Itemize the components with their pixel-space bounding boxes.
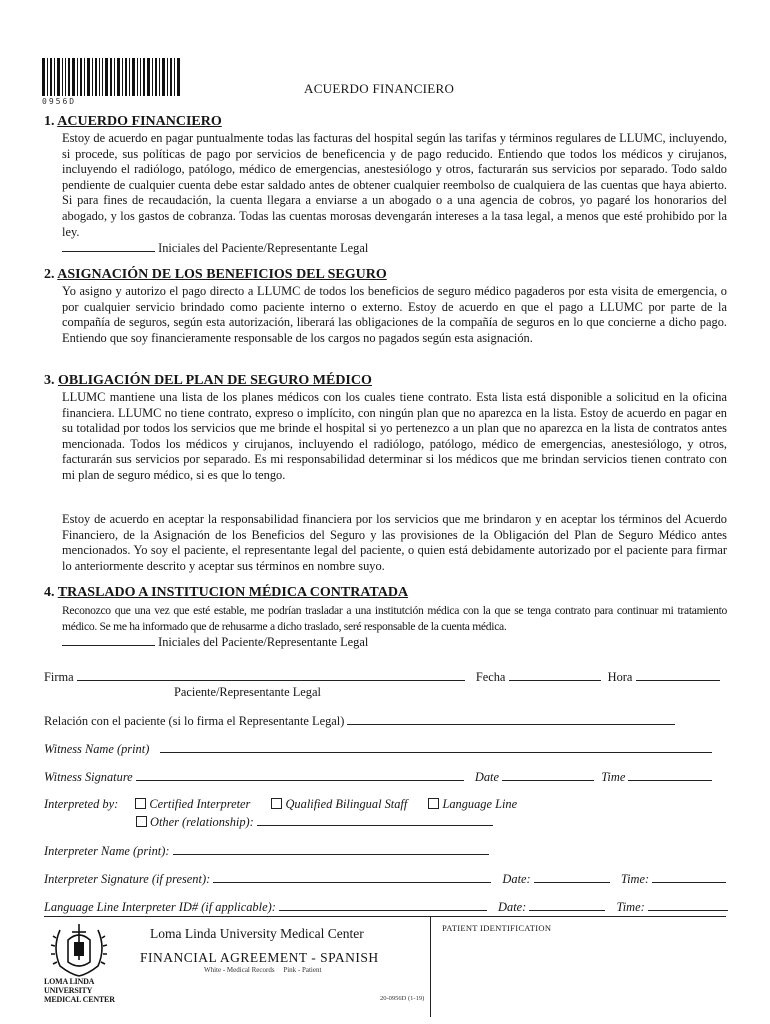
interpreter-name-label: Interpreter Name (print): [44, 844, 170, 858]
section-3-number: 3. [44, 373, 55, 388]
form-code: 20-0956D (1-19) [380, 995, 425, 1002]
section-4-heading [44, 585, 408, 601]
interp-date-label: Date: [502, 872, 531, 886]
interpreter-signature-row [44, 871, 726, 887]
firma-label: Firma [44, 670, 74, 684]
section-3-heading [44, 373, 372, 389]
section-4-number: 4. [44, 585, 55, 600]
section-1-initials [62, 240, 368, 256]
initials-label-1: Iniciales del Paciente/Representante Legal [158, 241, 369, 255]
section-2-title: ASIGNACIÓN DE LOS BENEFICIOS DEL SEGURO [57, 267, 387, 282]
firma-row [44, 669, 720, 685]
witness-name-field[interactable] [160, 741, 712, 753]
document-title: ACUERDO FINANCIERO [304, 81, 455, 96]
relacion-row [44, 713, 675, 729]
logo-text-line-2: UNIVERSITY [44, 986, 93, 995]
other-relationship-field[interactable] [257, 814, 493, 826]
copy-distribution: White - Medical Records Pink - Patient [204, 966, 322, 974]
section-3-body-2: Estoy de acuerdo en aceptar la responsabilidad financiera por los servicios que me brindaron y en aceptar los términos del Acuerdo Financiero, de la Asignación de los Beneficios del Seguro y las provisiones de la Obligación del Plan de Seguro Médico antes mencionados. Yo soy el paciente, el representante legal del paciente, o quien está debidamente autorizado por el paciente para firmar lo anteriormente descrito y aceptar sus términos en nombre suyo. [62, 512, 727, 573]
footer-vertical-divider [430, 917, 431, 1017]
interpreter-name-row [44, 843, 489, 859]
ll-time-field[interactable] [648, 899, 728, 911]
patient-identification-label: PATIENT IDENTIFICATION [442, 923, 552, 933]
section-3-body: LLUMC mantiene una lista de los planes médicos con los cuales tiene contrato. Esta lista está disponible a solicitud en la oficina financiera. LLUMC no tiene contrato, expreso o implícito, con ningún plan que no aparezca en la lista. Estoy de acuerdo en pagar en su totalidad por todos los servicios que me brinde el hospital si yo pertenezco a un plan que no aparezca en la lista de contratos antes mencionada. Todos los médicos y cirujanos, incluyendo el radiólogo, patólogo, médico de emergencias, anestesiólogo, y otros, facturarán sus servicios por separado. Es mi responsabilidad determinar si los médicos que me brindan servicios tienen contrato con mi plan de seguro médico, si es que lo tengo. [62, 390, 727, 482]
section-1-title: ACUERDO FINANCIERO [57, 114, 222, 129]
footer-divider [44, 916, 726, 917]
section-4-body: Reconozco que una vez que esté estable, me podrían trasladar a una institutción médica con la que se tenga contrato para continuar mi tratamiento médico. Se me ha informado que de rehusarme a dicho traslado, seré responsable de la cuenta médica. [62, 604, 727, 633]
section-1-number: 1. [44, 114, 55, 129]
language-line-id-field[interactable] [279, 899, 487, 911]
form-number: 0956D [42, 97, 77, 106]
logo-text-line-1: LOMA LINDA [44, 977, 95, 986]
initials-label-4: Iniciales del Paciente/Representante Legal [158, 635, 369, 649]
option-language-line[interactable] [428, 797, 517, 811]
option-other[interactable] [136, 814, 493, 830]
checkbox[interactable] [428, 798, 439, 809]
section-2-heading [44, 267, 387, 283]
fecha-label: Fecha [475, 670, 506, 684]
witness-signature-label: Witness Signature [44, 770, 133, 784]
checkbox[interactable] [135, 798, 146, 809]
interpreted-by-label: Interpreted by: [44, 797, 119, 811]
witness-date-field[interactable] [502, 769, 594, 781]
witness-signature-field[interactable] [136, 769, 464, 781]
interp-time-field[interactable] [652, 871, 726, 883]
section-1-heading [44, 114, 222, 130]
interp-date-field[interactable] [534, 871, 610, 883]
section-4-initials [62, 634, 368, 650]
hora-label: Hora [607, 670, 633, 684]
witness-signature-row [44, 769, 712, 785]
logo-text-line-3: MEDICAL CENTER [44, 995, 115, 1004]
initials-field-1[interactable] [62, 240, 155, 252]
option-other-label: Other (relationship): [150, 815, 254, 829]
barcode [42, 58, 180, 96]
section-3-title: OBLIGACIÓN DEL PLAN DE SEGURO MÉDICO [58, 373, 372, 388]
option-language-line-label: Language Line [442, 797, 518, 811]
witness-time-field[interactable] [628, 769, 712, 781]
fecha-field[interactable] [509, 669, 601, 681]
witness-date-label: Date [474, 770, 499, 784]
checkbox[interactable] [136, 816, 147, 827]
relacion-label: Relación con el paciente (si lo firma el Representante Legal) [44, 714, 345, 728]
witness-name-row [44, 741, 712, 757]
interp-time-label: Time: [620, 872, 650, 886]
witness-time-label: Time [601, 770, 626, 784]
section-4-title: TRASLADO A INSTITUCION MÉDICA CONTRATADA [57, 585, 409, 600]
checkbox[interactable] [271, 798, 282, 809]
firma-field[interactable] [77, 669, 465, 681]
initials-field-4[interactable] [62, 634, 155, 646]
language-line-row [44, 899, 728, 915]
interpreter-signature-field[interactable] [213, 871, 491, 883]
section-2-number: 2. [44, 267, 55, 282]
organization-name: Loma Linda University Medical Center [150, 926, 364, 941]
relacion-field[interactable] [347, 713, 675, 725]
ll-time-label: Time: [616, 900, 645, 914]
llumc-logo-icon [48, 920, 110, 980]
interpreter-signature-label: Interpreter Signature (if present): [44, 872, 211, 886]
witness-name-label: Witness Name (print) [44, 742, 150, 756]
option-bilingual[interactable] [271, 797, 407, 811]
logo-wordmark [44, 977, 115, 1004]
ll-date-field[interactable] [529, 899, 605, 911]
option-bilingual-label: Qualified Bilingual Staff [285, 797, 408, 811]
section-2-body: Yo asigno y autorizo el pago directo a LLUMC de todos los beneficios de seguro médico pagaderos por esta visita de emergencia, o por cualquier servicio brindado como paciente interno o externo. Estoy de acuerdo en que el pago a LLUMC por parte de la compañía de seguros, según esta autorización, liberará las obligaciones de la compañía de seguros en lo que concierne a dicho pago. Entiendo que soy financieramente responsable de los cargos no pagados según esta asignación. [62, 284, 727, 345]
form-title: FINANCIAL AGREEMENT - SPANISH [140, 950, 379, 965]
firma-sub-label: Paciente/Representante Legal [174, 685, 321, 699]
interpreter-name-field[interactable] [173, 843, 489, 855]
interpreted-by-row [44, 797, 517, 812]
option-certified-label: Certified Interpreter [149, 797, 251, 811]
section-1-body: Estoy de acuerdo en pagar puntualmente todas las facturas del hospital según las tarifas y términos regulares de LLUMC, incluyendo, si procede, sus políticas de pago por servicios de beneficencia y de pago reducido. Entiendo que todos los médicos y cirujanos, incluyendo el radiólogo, patólogo, médico de emergencias, anestesiólogo y otros, facturarán sus servicios por separado. Todo saldo pendiente de cualquier cuenta debe estar saldado antes de obtener cualquier reembolso de cualquiera de las cuentas que haya abierto. Si para fines de recaudación, la cuenta llegara a enviarse a un abogado o a una agencia de cobros, yo pagaré los honorarios del abogado, y los gastos de cobranza. Todas las cuentas morosas devengarán intereses a la tasa legal, a menos que esté prohibido por la ley. [62, 131, 727, 239]
language-line-label: Language Line Interpreter ID# (if applicable): [44, 900, 276, 914]
ll-date-label: Date: [498, 900, 527, 914]
hora-field[interactable] [636, 669, 720, 681]
option-certified[interactable] [135, 797, 250, 811]
